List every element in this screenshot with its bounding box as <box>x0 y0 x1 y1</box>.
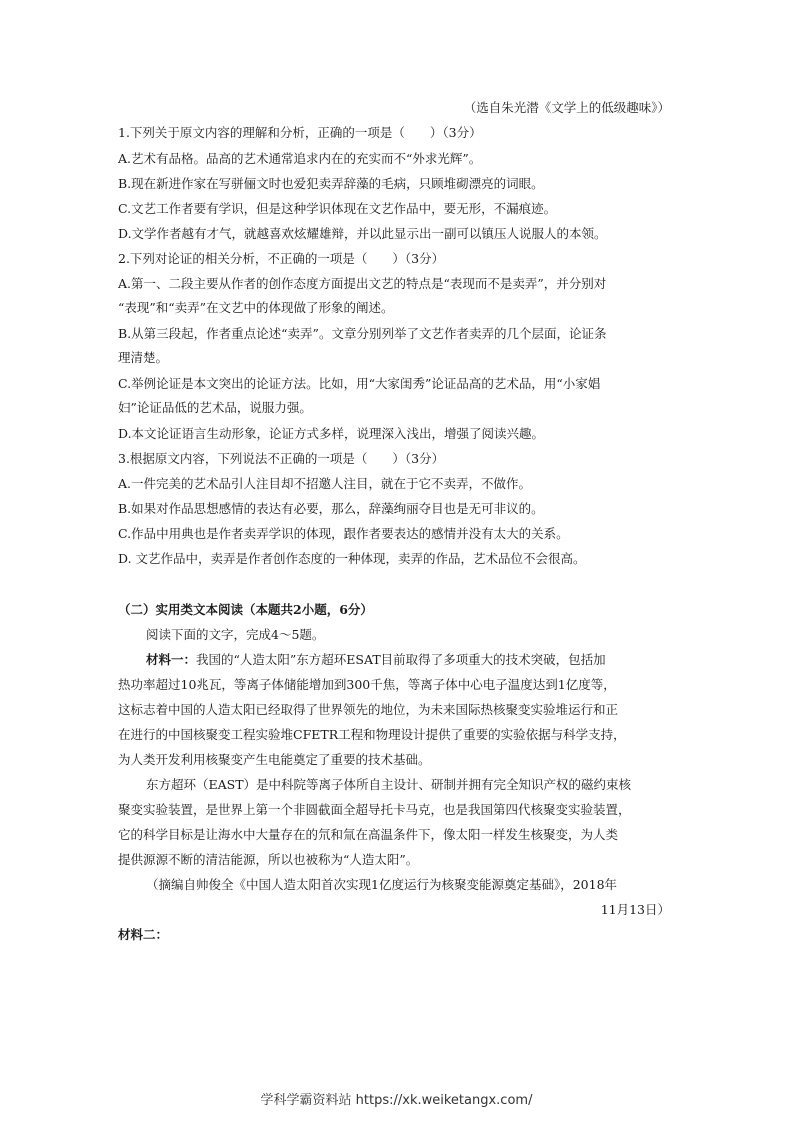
material-1-para-2-line-2: 聚变实验装置，是世界上第一个非圆截面全超导托卡马克，也是我国第四代核聚变实验装置， <box>118 802 631 817</box>
question-2-option-a: A.第一、二段主要从作者的创作态度方面提出文艺的特点是“表现而不是卖弄”，并分别对 <box>118 276 607 291</box>
question-3-option-a: A.一件完美的艺术品引人注目却不招邀人注目，就在于它不卖弄，不做作。 <box>118 476 532 491</box>
question-2-option-c: C.举例论证是本文突出的论证方法。比如，用“大家闺秀”论证品高的艺术品，用“小家娼 <box>118 376 601 391</box>
question-3-stem: 3.根据原文内容，下列说法不正确的一项是（ ）（3分） <box>118 451 445 466</box>
question-1-stem: 1.下列关于原文内容的理解和分析，正确的一项是（ ）（3分） <box>118 125 482 140</box>
question-3-option-c: C.作品中用典也是作者卖弄学识的体现，跟作者要表达的感情并没有太大的关系。 <box>118 526 569 541</box>
question-2-option-c-cont: 妇”论证品低的艺术品，说服力强。 <box>118 400 312 415</box>
question-3-option-d: D. 文艺作品中，卖弄是作者创作态度的一种体现，卖弄的作品，艺术品位不会很高。 <box>118 551 586 566</box>
question-2-option-d: D.本文论证语言生动形象，论证方式多样，说理深入浅出，增强了阅读兴趣。 <box>118 426 545 441</box>
question-1-option-b: B.现在新进作家在写骈俪文时也爱犯卖弄辞藻的毛病，只顾堆砌漂亮的词眼。 <box>118 176 544 191</box>
question-2-option-b: B.从第三段起，作者重点论述“卖弄”。文章分别列举了文艺作者卖弄的几个层面，论证条 <box>118 326 607 341</box>
material-1-citation: （摘编自帅俊全《中国人造太阳首次实现1亿度运行为核聚变能源奠定基础》，2018年 <box>146 877 618 892</box>
material-1-label: 材料一： <box>146 652 197 667</box>
material-1-line-2: 热功率超过10兆瓦，等离子体储能增加到300千焦，等离子体中心电子温度达到1亿度等， <box>118 677 616 692</box>
material-1-line-3: 这标志着中国的人造太阳已经取得了世界领先的地位，为未来国际热核聚变实验堆运行和正 <box>118 702 619 717</box>
source-citation: （选自朱光潜《文学上的低级趣味》） <box>463 100 670 115</box>
material-2-label: 材料二： <box>118 927 169 942</box>
section-instruction: 阅读下面的文字，完成4～5题。 <box>146 627 325 642</box>
section-heading: （二）实用类文本阅读（本题共2小题，6分） <box>118 602 373 617</box>
question-1-option-d: D.文学作者越有才气，就越喜欢炫耀雄辩，并以此显示出一副可以镇压人说服人的本领。 <box>118 226 607 241</box>
question-2-stem: 2.下列对论证的相关分析，不正确的一项是（ ）（3分） <box>118 251 445 266</box>
question-1-option-a: A.艺术有品格。品高的艺术通常追求内在的充实而不“外求光辉”。 <box>118 151 482 166</box>
material-1-para-2-line-3: 它的科学目标是让海水中大量存在的氘和氚在高温条件下，像太阳一样发生核聚变，为人类 <box>118 827 619 842</box>
question-3-option-b: B.如果对作品思想感情的表达有必要，那么，辞藻绚丽夺目也是无可非议的。 <box>118 501 544 516</box>
material-1-para-2-line-4: 提供源源不断的清洁能源，所以也被称为“人造太阳”。 <box>118 852 419 867</box>
material-1-para-2-line-1: 东方超环（EAST）是中科院等离子体所自主设计、研制并拥有完全知识产权的磁约束核 <box>146 777 632 792</box>
question-2-option-b-cont: 理清楚。 <box>118 350 169 365</box>
question-2-option-a-cont: “表现”和“卖弄”在文艺中的体现做了形象的阐述。 <box>118 300 394 315</box>
material-1-line-4: 在进行的中国核聚变工程实验堆CFETR工程和物理设计提供了重要的实验依据与科学支持， <box>118 727 626 742</box>
material-1-line-5: 为人类开发利用核聚变产生电能奠定了重要的技术基础。 <box>118 752 431 767</box>
material-1-line-1 <box>146 652 688 668</box>
question-1-option-c: C.文艺工作者要有学识，但是这种学识体现在文艺作品中，要无形，不漏痕迹。 <box>118 201 557 216</box>
material-1-text-1: 我国的“人造太阳”东方超环ESAT目前取得了多项重大的技术突破，包括加 <box>196 652 606 667</box>
material-1-citation-date: 11月13日） <box>600 902 670 917</box>
footer-watermark: 学科学霸资料站 https://xk.weiketangx.com/ <box>260 1093 533 1108</box>
